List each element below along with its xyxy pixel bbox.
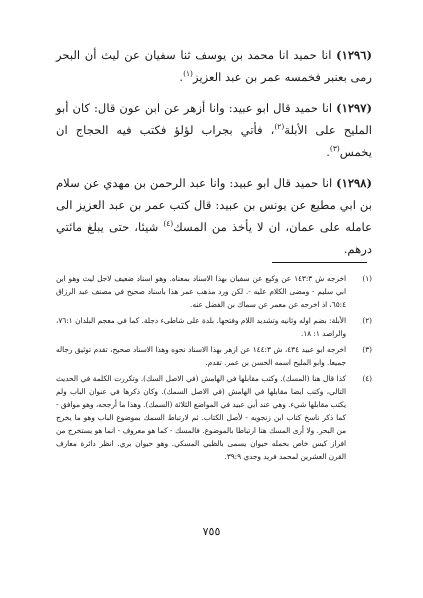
hadith-number: (١٢٩٦) bbox=[336, 48, 373, 62]
footnote-ref: (٣) bbox=[329, 144, 340, 154]
hadith-paragraph bbox=[56, 172, 372, 260]
hadith-paragraph bbox=[56, 97, 372, 163]
footnote-number: (١) bbox=[362, 274, 372, 283]
hadith-text-cont: ، فأتي بجراب لؤلؤ فكتب فيه الحجاج ان يخمس bbox=[56, 123, 372, 159]
footnote bbox=[56, 272, 372, 311]
main-text bbox=[56, 44, 372, 269]
footnote-text: اخرجه ابو عبيد ٤٣٤، ش ١٤٤:٣ عن ازهر بهذا الاسناد نحوه وهذا الاسناد صحيح، تقدم توثيق رجاله جميعا. وابو المليح اسمه الحسن بن عمر. تقدم. bbox=[56, 345, 347, 367]
footnote-number: (٢) bbox=[362, 316, 372, 325]
footnote-text: كذا قال هنا (المسك). وكتب مقابلها في الهامش (في الاصل السك). وتكررت الكلمة في الحديث التالي، وكتب ايضا مقابلها في الهامش (في الاصل السمك). وكان ذكرها في عنوان الباب ولم يكتب مقابلها شيء. وهي عند أبي عبيد في المواضع الثلاثة (السمك). وهذا ما أرجحه، وهو موافق - كما ذكر ناسخ كتاب ابن زنجويه - لأصل الكتاب. ثم لارتباط السمك بموضوع الباب وهو ما يخرج من البحر. ولا أرى المسك هنا ارتباطا بالموضوع. فالمسك - كما هو معروف - انما هو يستخرج من افراز كيس خاص بحمله حيوان يسمى بالظبي المسكي. وهو حيوان بري. انظر دائرة معارف القرن العشرين لمحمد فريد وجدي ٣٩:٩. bbox=[55, 374, 346, 461]
footnotes bbox=[56, 272, 372, 466]
footnote bbox=[56, 314, 372, 340]
hadith-text: انا حميد قال ابو عبيد: وانا عبد الرحمن بن مهدي عن سلام بن ابي مطيع عن يونس بن عبيد: قال كتب عمر بن عبد العزيز الى عامله على عمان، ان لا يأخذ من المسك bbox=[56, 176, 372, 234]
footnote-ref: (٤) bbox=[163, 219, 174, 229]
hadith-text-end: . bbox=[179, 70, 184, 84]
hadith-text: انا حميد قال ابو عبيد: وانا أزهر عن ابن عون قال: كان أبو المليح على الأبلة bbox=[56, 101, 372, 137]
footnote bbox=[56, 372, 372, 463]
hadith-number: (١٢٩٨) bbox=[336, 176, 373, 190]
footnote-number: (٤) bbox=[362, 374, 372, 383]
hadith-number: (١٢٩٧) bbox=[336, 101, 373, 115]
footnote-text: اخرجه ش ١٤٣:٣ عن وكيع عن سفيان بهذا الاسناد بمعناه. وهو اسناد ضعيف لاجل ليث وهو ابن ابي سليم - ومضى الكلام عليه -. لكن ورد مذهب عمر هذا باسناد صحيح في مصنف عبد الرزاق ٦٥:٤، اذ اخرجه عن معمر عن سماك بن الفضل عنه. bbox=[56, 274, 346, 309]
hadith-text-end: . bbox=[326, 145, 330, 159]
hadith-paragraph bbox=[56, 44, 372, 88]
footnote-number: (٣) bbox=[362, 345, 372, 354]
hadith-text-end: شيئا، حتى يبلغ مائتي درهم. bbox=[56, 220, 372, 256]
footnote-divider bbox=[272, 262, 367, 263]
page-number: ٧٥٥ bbox=[202, 525, 221, 538]
hadith-text: انا حميد انا محمد بن يوسف ثنا سفيان عن ليث أن البحر رمى بعنبر فخمسه عمر بن عبد العزيز bbox=[56, 48, 372, 84]
footnote-ref: (٢) bbox=[274, 122, 285, 132]
footnote bbox=[56, 343, 372, 369]
footnote-ref: (١) bbox=[183, 69, 193, 79]
footnote-text: الأبلة: بضم اوله وثانيه وتشديد اللام وفتحها. بلدة على شاطىء دجلة. كما في معجم البلدان ٧٦:١، والراصد ١: ١٨. bbox=[56, 316, 346, 338]
